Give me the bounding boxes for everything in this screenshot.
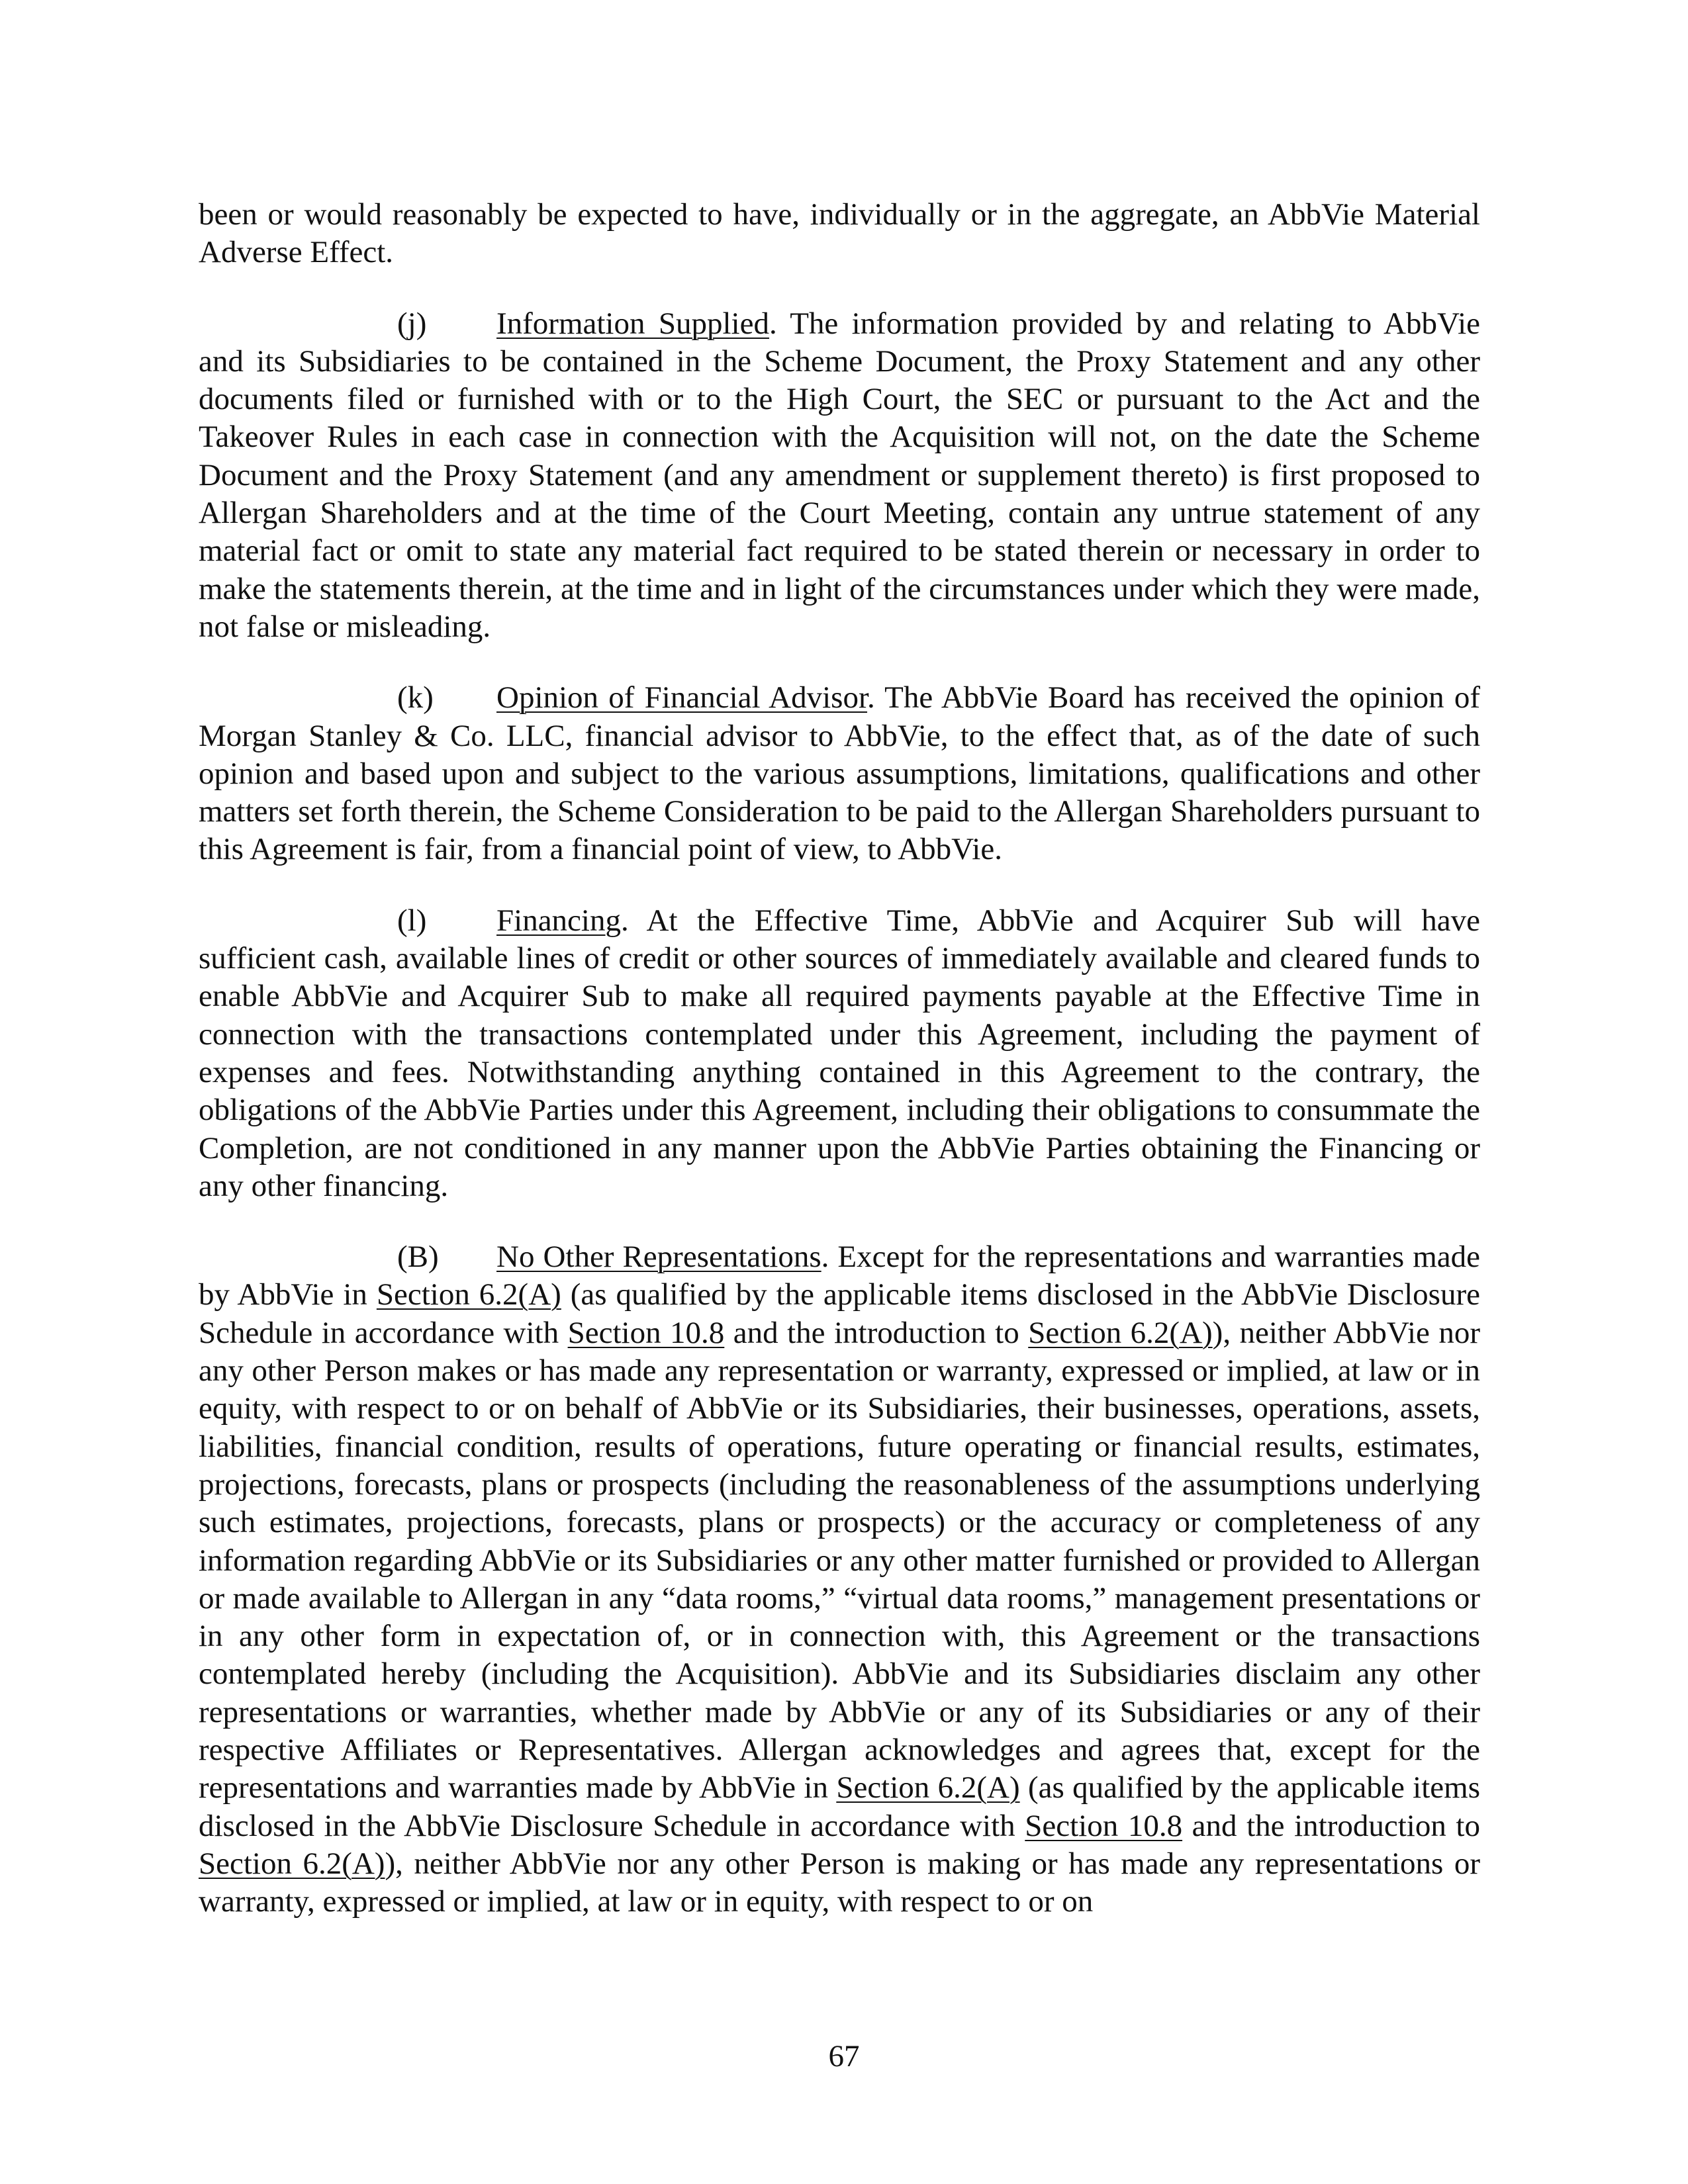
paragraph-text: (as qualified by the applicable items disclosed in the AbbVie Disclosure Schedule in accordance with (199, 1277, 1480, 1350)
paragraph-text: and the introduction to (724, 1315, 1029, 1350)
section-heading: Information Supplied (496, 306, 769, 341)
paragraph-text: been or would reasonably be expected to have, individually or in the aggregate, an AbbVie Material Adverse Effect. (199, 197, 1480, 270)
paragraph-financing (199, 902, 1480, 1205)
section-reference: Section 6.2(A) (199, 1846, 385, 1881)
section-label: (l) (397, 903, 427, 938)
section-reference: Section 10.8 (1025, 1808, 1183, 1843)
paragraph-text: . Except for the representations and warranties made by AbbVie in (199, 1240, 1480, 1312)
section-reference: Section 6.2(A) (1028, 1315, 1213, 1350)
page-number: 67 (828, 2039, 860, 2073)
paragraph-text: ), neither AbbVie nor any other Person is making or has made any representations or warranty, expressed or implied, at law or in equity, with respect to or on (199, 1846, 1480, 1919)
paragraph-continuation (199, 196, 1480, 272)
paragraph-text: and the introduction to (1182, 1808, 1480, 1843)
paragraph-text: ), neither AbbVie nor any other Person makes or has made any representation or warranty, expressed or implied, at law or in equity, with respect to or on behalf of AbbVie or its Subsidiaries, their businesses, operations, assets, liabilities, financial condition, results of operations, future operating or financial results, estimates, projections, forecasts, plans or prospects (including the reasonableness of the assumptions underlying such estimates, projections, forecasts, plans or prospects) or the accuracy or completeness of any information regarding AbbVie or its Subsidiaries or any other matter furnished or provided to Allergan or made available to Allergan in any “data rooms,” “virtual data rooms,” management presentations or in any other form in expectation of, or in connection with, this Agreement or the transactions contemplated hereby (including the Acquisition). AbbVie and its Subsidiaries disclaim any other representations or warranties, whether made by AbbVie or any of its Subsidiaries or any of their respective Affiliates or Representatives. Allergan acknowledges and agrees that, except for the representations and warranties made by AbbVie in (199, 1315, 1481, 1805)
section-heading: Opinion of Financial Advisor (496, 680, 868, 715)
paragraph-text: . The AbbVie Board has received the opinion of Morgan Stanley & Co. LLC, financial advisor to AbbVie, to the effect that, as of the date of such opinion and based upon and subject to the various assumptions, limitations, qualifications and other matters set forth therein, the Scheme Consideration to be paid to the Allergan Shareholders pursuant to this Agreement is fair, from a financial point of view, to AbbVie. (199, 680, 1480, 867)
paragraph-no-other-representations (199, 1238, 1480, 1921)
section-label: (k) (397, 680, 434, 715)
section-heading: Financing (496, 903, 621, 938)
section-label: (B) (397, 1240, 439, 1275)
paragraph-information-supplied (199, 305, 1480, 647)
paragraph-text: . At the Effective Time, AbbVie and Acquirer Sub will have sufficient cash, available lines of credit or other sources of immediately available and cleared funds to enable AbbVie and Acquirer Sub to make all required payments payable at the Effective Time in connection with the transactions contemplated under this Agreement, including the payment of expenses and fees. Notwithstanding anything contained in this Agreement to the contrary, the obligations of the AbbVie Parties under this Agreement, including their obligations to consummate the Completion, are not conditioned in any manner upon the AbbVie Parties obtaining the Financing or any other financing. (199, 903, 1480, 1203)
section-heading: No Other Representations (496, 1240, 821, 1275)
paragraph-text: (as qualified by the applicable items disclosed in the AbbVie Disclosure Schedule in accordance with (199, 1770, 1480, 1843)
document-body (199, 196, 1480, 1954)
section-reference: Section 6.2(A) (376, 1277, 561, 1312)
paragraph-opinion-financial-advisor (199, 679, 1480, 868)
paragraph-text: . The information provided by and relating to AbbVie and its Subsidiaries to be contained in the Scheme Document, the Proxy Statement and any other documents filed or furnished with or to the High Court, the SEC or pursuant to the Act and the Takeover Rules in each case in connection with the Acquisition will not, on the date the Scheme Document and the Proxy Statement (and any amendment or supplement thereto) is first proposed to Allergan Shareholders and at the time of the Court Meeting, contain any untrue statement of any material fact or omit to state any material fact required to be stated therein or necessary in order to make the statements therein, at the time and in light of the circumstances under which they were made, not false or misleading. (199, 306, 1480, 644)
section-label: (j) (397, 306, 427, 341)
section-reference: Section 10.8 (567, 1315, 725, 1350)
section-reference: Section 6.2(A) (836, 1770, 1020, 1805)
